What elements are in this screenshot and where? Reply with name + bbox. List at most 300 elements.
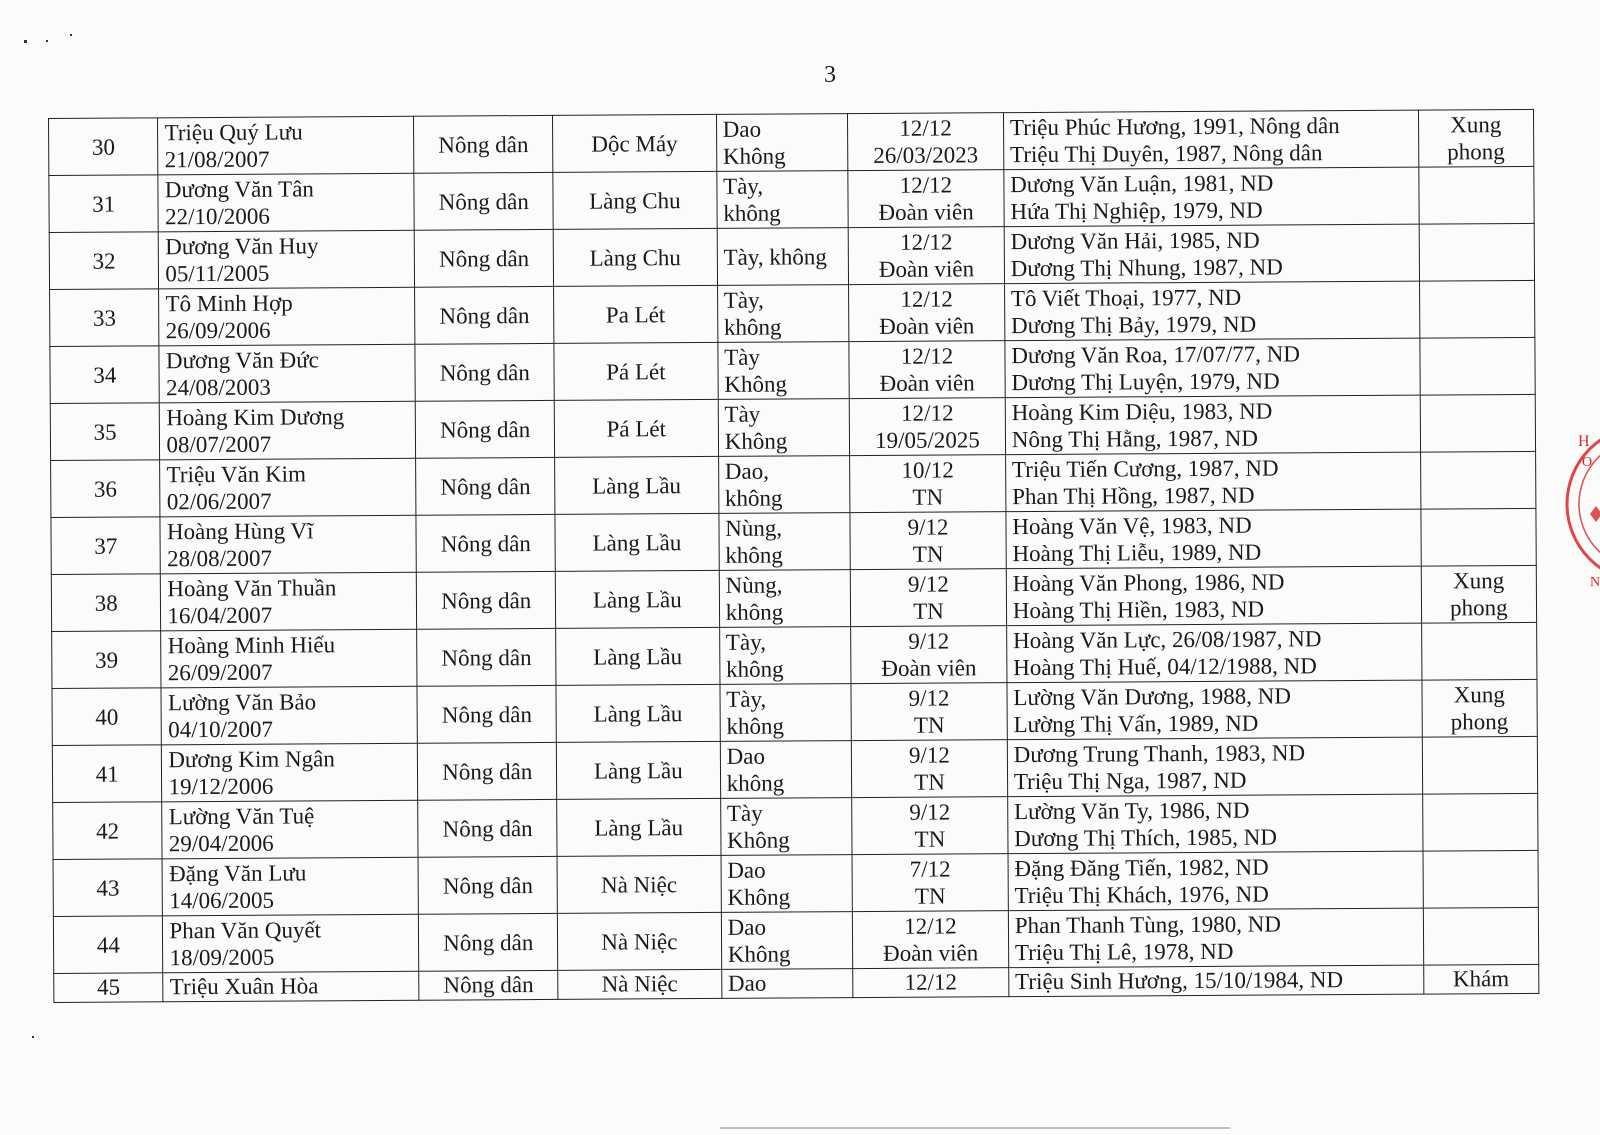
- table-row: [53, 850, 1538, 916]
- cell-line: [1427, 537, 1529, 538]
- cell-line: Nà Niệc: [601, 928, 678, 955]
- cell-line: Hoàng Minh Hiếu: [167, 632, 336, 659]
- cell-stt: [49, 118, 159, 176]
- cell-line: 26/03/2023: [873, 142, 979, 168]
- cell-line: Hứa Thị Nghiệp, 1979, ND: [1010, 197, 1263, 225]
- cell-line: Làng Chu: [589, 244, 681, 271]
- cell-village: [556, 627, 720, 685]
- cell-line: Hoàng Thị Hiền, 1983, ND: [1012, 596, 1265, 624]
- cell-line: Nông dân: [438, 188, 529, 215]
- cell-name-dob: [162, 743, 418, 802]
- cell-line: không: [725, 599, 784, 625]
- cell-line: [1427, 480, 1529, 481]
- cell-occupation: [418, 856, 557, 914]
- cell-education: [853, 968, 1009, 998]
- cell-parents: [1004, 224, 1419, 284]
- cell-note: [1423, 850, 1539, 908]
- cell-line: Dương Thị Bảy, 1979, ND: [1011, 311, 1257, 339]
- cell-line: Triệu Sinh Hương, 15/10/1984, ND: [1015, 967, 1344, 995]
- cell-line: [1430, 936, 1532, 937]
- cell-line: TN: [912, 484, 944, 510]
- cell-line: [1425, 195, 1527, 196]
- cell-line: Triệu Tiến Cương, 1987, ND: [1011, 455, 1279, 483]
- cell-occupation: [416, 514, 555, 572]
- cell-parents: [1009, 965, 1424, 997]
- cell-village: [556, 684, 720, 742]
- cell-line: Nông dân: [439, 359, 530, 386]
- cell-note: [1421, 622, 1537, 680]
- cell-occupation: [415, 229, 554, 287]
- cell-line: Phan Văn Quyết: [169, 917, 322, 944]
- cell-note: [1421, 679, 1537, 737]
- cell-line: Dao: [726, 743, 765, 769]
- cell-stt: [53, 859, 163, 917]
- cell-parents: [1004, 281, 1419, 341]
- cell-name-dob: [161, 629, 417, 688]
- scan-speck: [70, 34, 72, 36]
- roster-body: [49, 109, 1539, 1002]
- cell-parents: [1006, 566, 1421, 626]
- cell-note: [1421, 565, 1537, 623]
- cell-education: [851, 626, 1007, 684]
- cell-line: Xung: [1453, 682, 1505, 708]
- cell-village: [555, 570, 719, 628]
- cell-line: Hoàng Văn Phong, 1986, ND: [1012, 569, 1285, 597]
- cell-line: Nà Niệc: [600, 871, 678, 898]
- cell-note: [1422, 736, 1538, 794]
- cell-line: 12/12: [899, 115, 952, 141]
- page-number: 3: [824, 62, 836, 88]
- cell-note: [1420, 394, 1536, 452]
- cell-name-dob: [162, 800, 418, 859]
- cell-line: Triệu Thị Duyên, 1987, Nông dân: [1009, 140, 1323, 168]
- cell-line: Đoàn viên: [879, 370, 975, 396]
- table-row: [49, 223, 1534, 289]
- cell-line: 12/12: [899, 172, 953, 198]
- svg-text:N: N: [1590, 575, 1600, 590]
- table-row: [53, 793, 1538, 859]
- cell-line: [1426, 309, 1528, 310]
- cell-education: [852, 740, 1008, 798]
- cell-village: [554, 399, 718, 457]
- cell-line: 21/08/2007: [164, 146, 270, 173]
- cell-stt: [53, 916, 163, 974]
- cell-line: Triệu Phúc Hương, 1991, Nông dân: [1009, 113, 1340, 141]
- cell-line: 19/05/2025: [875, 427, 980, 453]
- cell-name-dob: [160, 401, 416, 460]
- cell-line: [1429, 822, 1531, 823]
- cell-line: Tày,: [723, 173, 764, 199]
- table-row: [50, 280, 1535, 346]
- cell-line: Xung: [1450, 112, 1502, 138]
- cell-line: Lường Văn Bảo: [167, 689, 317, 716]
- cell-line: 37: [94, 533, 118, 559]
- cell-note: [1420, 508, 1536, 566]
- cell-line: [1426, 423, 1528, 424]
- cell-line: 9/12: [909, 799, 951, 825]
- cell-line: Tày: [726, 800, 763, 826]
- table-row: [51, 565, 1536, 631]
- cell-line: Pa Lét: [605, 301, 666, 328]
- cell-line: 9/12: [908, 685, 950, 711]
- cell-ethnicity-religion: [719, 627, 851, 685]
- cell-line: Đoàn viên: [881, 655, 977, 681]
- cell-line: [1425, 195, 1527, 196]
- cell-village: [557, 912, 721, 970]
- cell-village: [556, 741, 720, 799]
- cell-line: Phan Thị Hồng, 1987, ND: [1012, 482, 1255, 510]
- cell-note: [1423, 964, 1539, 994]
- cell-line: Hoàng Hùng Vĩ: [166, 518, 314, 545]
- cell-line: 08/07/2007: [166, 431, 272, 458]
- cell-line: [1426, 309, 1528, 310]
- cell-ethnicity-religion: [718, 456, 850, 514]
- cell-note: [1422, 793, 1538, 851]
- cell-line: Không: [724, 428, 788, 454]
- cell-line: Làng Lầu: [592, 529, 682, 556]
- cell-line: 44: [96, 932, 120, 958]
- cell-line: 05/11/2005: [165, 260, 270, 287]
- cell-line: Tô Viết Thoại, 1977, ND: [1010, 284, 1242, 312]
- cell-education: [848, 227, 1004, 285]
- cell-occupation: [418, 742, 557, 800]
- cell-line: 02/06/2007: [166, 488, 272, 515]
- cell-line: 12/12: [901, 400, 954, 426]
- cell-line: 19/12/2006: [168, 773, 274, 800]
- cell-line: 04/10/2007: [168, 716, 274, 743]
- cell-line: 40: [95, 704, 119, 730]
- cell-line: Không: [727, 884, 791, 910]
- cell-line: Tày,: [725, 629, 766, 655]
- cell-parents: [1004, 167, 1419, 227]
- cell-education: [851, 683, 1007, 741]
- cell-ethnicity-religion: [718, 399, 850, 457]
- cell-line: không: [725, 656, 784, 682]
- cell-line: [1425, 252, 1527, 253]
- cell-line: 14/06/2005: [169, 887, 275, 914]
- cell-line: [1428, 765, 1530, 766]
- cell-occupation: [417, 571, 556, 629]
- cell-occupation: [416, 400, 555, 458]
- cell-line: [1428, 765, 1530, 766]
- cell-stt: [53, 802, 163, 860]
- cell-line: phong: [1450, 709, 1509, 735]
- cell-line: không: [725, 542, 783, 568]
- cell-occupation: [419, 913, 558, 971]
- scan-speck: [24, 40, 27, 43]
- cell-line: Dao: [722, 116, 762, 142]
- cell-line: Hoàng Kim Dương: [166, 404, 345, 431]
- cell-stt: [49, 175, 159, 233]
- cell-line: 42: [95, 818, 120, 844]
- cell-line: Đoàn viên: [879, 313, 975, 339]
- cell-line: Nông dân: [440, 530, 531, 557]
- cell-line: 9/12: [908, 742, 950, 768]
- cell-parents: [1007, 794, 1422, 854]
- cell-village: [554, 342, 718, 400]
- cell-line: 38: [94, 590, 118, 616]
- cell-education: [850, 512, 1006, 570]
- cell-line: 18/09/2005: [169, 944, 275, 971]
- cell-line: 45: [96, 974, 121, 1000]
- cell-line: Tày, không: [723, 243, 827, 270]
- cell-line: phong: [1449, 595, 1508, 621]
- cell-occupation: [414, 115, 553, 173]
- cell-line: [1430, 936, 1532, 937]
- cell-line: TN: [912, 541, 944, 567]
- table-row: [51, 451, 1536, 517]
- cell-line: [1426, 366, 1528, 367]
- cell-ethnicity-religion: [721, 912, 853, 970]
- cell-parents: [1003, 110, 1418, 170]
- cell-name-dob: [160, 515, 416, 574]
- cell-village: [555, 513, 719, 571]
- cell-parents: [1006, 509, 1421, 569]
- cell-name-dob: [162, 857, 418, 916]
- cell-line: 7/12: [909, 856, 951, 882]
- cell-line: Dộc Máy: [591, 130, 678, 157]
- cell-parents: [1008, 908, 1423, 968]
- cell-line: Hoàng Kim Diệu, 1983, ND: [1011, 398, 1273, 426]
- cell-line: 41: [95, 761, 119, 787]
- cell-stt: [52, 745, 162, 803]
- cell-line: 30: [91, 134, 115, 160]
- cell-line: [1426, 366, 1528, 367]
- cell-ethnicity-religion: [718, 342, 850, 400]
- cell-line: Hoàng Thị Huế, 04/12/1988, ND: [1013, 653, 1317, 681]
- cell-line: Đặng Đăng Tiến, 1982, ND: [1014, 854, 1269, 882]
- cell-line: [1427, 480, 1529, 481]
- cell-village: [553, 228, 717, 286]
- cell-line: [1429, 879, 1531, 880]
- cell-line: Làng Lầu: [593, 643, 683, 670]
- cell-occupation: [417, 628, 556, 686]
- cell-line: Dương Văn Đức: [165, 347, 319, 374]
- cell-occupation: [417, 685, 556, 743]
- cell-line: không: [724, 485, 783, 511]
- scan-edge-line: [720, 1127, 1230, 1129]
- cell-name-dob: [158, 173, 414, 232]
- cell-ethnicity-religion: [720, 798, 852, 856]
- cell-line: Xung: [1452, 568, 1505, 594]
- cell-village: [558, 969, 722, 999]
- cell-line: Triệu Quý Lưu: [164, 119, 303, 146]
- cell-line: Tày,: [723, 287, 764, 313]
- roster-table: [48, 109, 1539, 1003]
- cell-occupation: [415, 286, 554, 344]
- cell-note: [1419, 280, 1535, 338]
- cell-line: Đoàn viên: [878, 256, 975, 282]
- cell-note: [1419, 223, 1535, 281]
- table-row: [52, 679, 1537, 745]
- cell-line: không: [723, 314, 782, 340]
- cell-line: Nông dân: [442, 815, 533, 842]
- cell-line: Tày: [724, 344, 760, 370]
- cell-name-dob: [163, 971, 419, 1002]
- cell-stt: [50, 289, 160, 347]
- cell-line: Dương Văn Hải, 1985, ND: [1010, 227, 1260, 255]
- cell-line: Triệu Xuân Hòa: [169, 973, 319, 1000]
- cell-ethnicity-religion: [717, 228, 849, 286]
- cell-village: [554, 285, 718, 343]
- cell-stt: [51, 574, 161, 632]
- cell-line: [1426, 423, 1528, 424]
- cell-line: 16/04/2007: [167, 602, 273, 629]
- cell-line: Nông dân: [443, 972, 534, 998]
- cell-line: Hoàng Văn Vệ, 1983, ND: [1012, 512, 1252, 540]
- cell-line: Làng Lầu: [592, 472, 682, 499]
- cell-note: [1418, 109, 1534, 167]
- cell-education: [848, 170, 1004, 228]
- cell-line: 43: [96, 875, 120, 901]
- cell-occupation: [415, 343, 554, 401]
- cell-line: Không: [727, 941, 791, 967]
- cell-line: Hoàng Văn Thuần: [167, 575, 337, 602]
- cell-line: Nông dân: [438, 245, 530, 272]
- cell-line: 12/12: [904, 913, 957, 939]
- cell-line: [1428, 651, 1530, 652]
- cell-village: [555, 456, 719, 514]
- cell-parents: [1008, 851, 1423, 911]
- cell-parents: [1007, 737, 1422, 797]
- cell-line: 36: [93, 476, 118, 502]
- cell-line: 32: [92, 248, 116, 274]
- cell-occupation: [418, 799, 557, 857]
- cell-note: [1420, 451, 1536, 509]
- cell-line: 33: [92, 305, 117, 331]
- cell-line: TN: [913, 712, 945, 738]
- cell-line: 9/12: [908, 628, 950, 654]
- cell-line: Nông dân: [441, 644, 532, 671]
- cell-stt: [54, 973, 164, 1003]
- cell-name-dob: [159, 344, 415, 403]
- cell-line: phong: [1447, 139, 1505, 165]
- cell-line: Tày: [724, 401, 761, 427]
- cell-education: [850, 569, 1006, 627]
- svg-text:H: H: [1578, 433, 1590, 450]
- table-row: [52, 622, 1537, 688]
- cell-line: 12/12: [900, 343, 954, 369]
- cell-note: [1419, 337, 1535, 395]
- cell-stt: [50, 403, 160, 461]
- cell-education: [848, 113, 1004, 171]
- cell-line: Triệu Thị Lê, 1978, ND: [1014, 938, 1234, 966]
- cell-line: [1427, 537, 1529, 538]
- cell-ethnicity-religion: [719, 513, 851, 571]
- cell-ethnicity-religion: [716, 114, 848, 172]
- svg-text:O: O: [1582, 455, 1593, 470]
- cell-occupation: [414, 172, 553, 230]
- table-row: [53, 907, 1538, 973]
- cell-line: Lường Thị Vấn, 1989, ND: [1013, 710, 1259, 738]
- cell-line: Làng Lầu: [593, 700, 683, 727]
- cell-ethnicity-religion: [721, 969, 853, 999]
- cell-line: Khám: [1452, 966, 1510, 992]
- cell-line: Hoàng Văn Lực, 26/08/1987, ND: [1012, 626, 1322, 654]
- cell-line: Lường Văn Tuệ: [168, 803, 315, 830]
- cell-line: Nông dân: [439, 302, 530, 329]
- cell-line: 9/12: [907, 514, 949, 540]
- cell-line: Dương Văn Tân: [164, 176, 314, 203]
- cell-stt: [52, 631, 162, 689]
- cell-line: Dao: [727, 914, 767, 940]
- cell-line: Dương Trung Thanh, 1983, ND: [1013, 740, 1306, 768]
- cell-education: [852, 854, 1008, 912]
- cell-line: Dương Thị Nhung, 1987, ND: [1010, 254, 1283, 282]
- cell-line: 9/12: [907, 571, 949, 597]
- cell-line: Tô Minh Hợp: [165, 290, 293, 317]
- cell-education: [853, 911, 1009, 969]
- cell-parents: [1005, 338, 1420, 398]
- cell-ethnicity-religion: [717, 285, 849, 343]
- cell-line: 39: [94, 647, 119, 673]
- cell-parents: [1005, 395, 1420, 455]
- cell-line: TN: [914, 826, 946, 852]
- cell-occupation: [416, 457, 555, 515]
- cell-line: 22/10/2006: [164, 203, 270, 230]
- cell-line: 24/08/2003: [166, 374, 271, 401]
- cell-education: [850, 455, 1006, 513]
- cell-line: Không: [727, 827, 790, 853]
- cell-line: Làng Lầu: [592, 586, 682, 613]
- cell-stt: [51, 460, 161, 518]
- cell-line: Nùng,: [725, 515, 783, 541]
- table-row: [50, 337, 1535, 403]
- table-row: [51, 508, 1536, 574]
- cell-line: Dao: [727, 970, 767, 996]
- cell-education: [849, 341, 1005, 399]
- scan-speck: [32, 1036, 34, 1038]
- cell-line: TN: [914, 769, 945, 795]
- cell-line: 34: [93, 362, 117, 388]
- cell-education: [849, 398, 1005, 456]
- cell-village: [553, 171, 717, 229]
- table-row: [49, 166, 1534, 232]
- cell-line: Đoàn viên: [878, 199, 974, 225]
- cell-stt: [51, 517, 161, 575]
- cell-line: Dương Văn Luận, 1981, ND: [1010, 170, 1274, 198]
- cell-line: không: [723, 200, 781, 226]
- table-row: [49, 109, 1534, 175]
- cell-line: Hoàng Thị Liễu, 1989, ND: [1012, 539, 1262, 567]
- cell-line: Pá Lét: [606, 358, 666, 385]
- cell-line: 31: [92, 191, 116, 217]
- cell-line: TN: [913, 598, 944, 624]
- cell-line: Triệu Thị Khách, 1976, ND: [1014, 881, 1269, 909]
- cell-line: Tày,: [726, 686, 767, 712]
- cell-education: [852, 797, 1008, 855]
- cell-line: Dương Thị Thích, 1985, ND: [1014, 824, 1278, 852]
- cell-line: Phan Thanh Tùng, 1980, ND: [1014, 911, 1282, 939]
- cell-line: 12/12: [900, 286, 953, 312]
- cell-parents: [1006, 623, 1421, 683]
- cell-line: [1429, 879, 1531, 880]
- cell-line: 35: [93, 419, 117, 445]
- cell-note: [1423, 907, 1539, 965]
- cell-line: không: [726, 713, 784, 739]
- cell-line: Làng Lầu: [594, 814, 684, 841]
- cell-line: 26/09/2006: [165, 317, 271, 344]
- cell-line: Làng Lầu: [593, 757, 683, 784]
- cell-line: Nông dân: [440, 416, 531, 443]
- cell-name-dob: [158, 116, 414, 175]
- cell-education: [849, 284, 1005, 342]
- cell-line: Dao: [727, 857, 766, 883]
- cell-line: không: [726, 770, 785, 796]
- cell-parents: [1005, 452, 1420, 512]
- cell-ethnicity-religion: [719, 570, 851, 628]
- cell-village: [553, 114, 717, 172]
